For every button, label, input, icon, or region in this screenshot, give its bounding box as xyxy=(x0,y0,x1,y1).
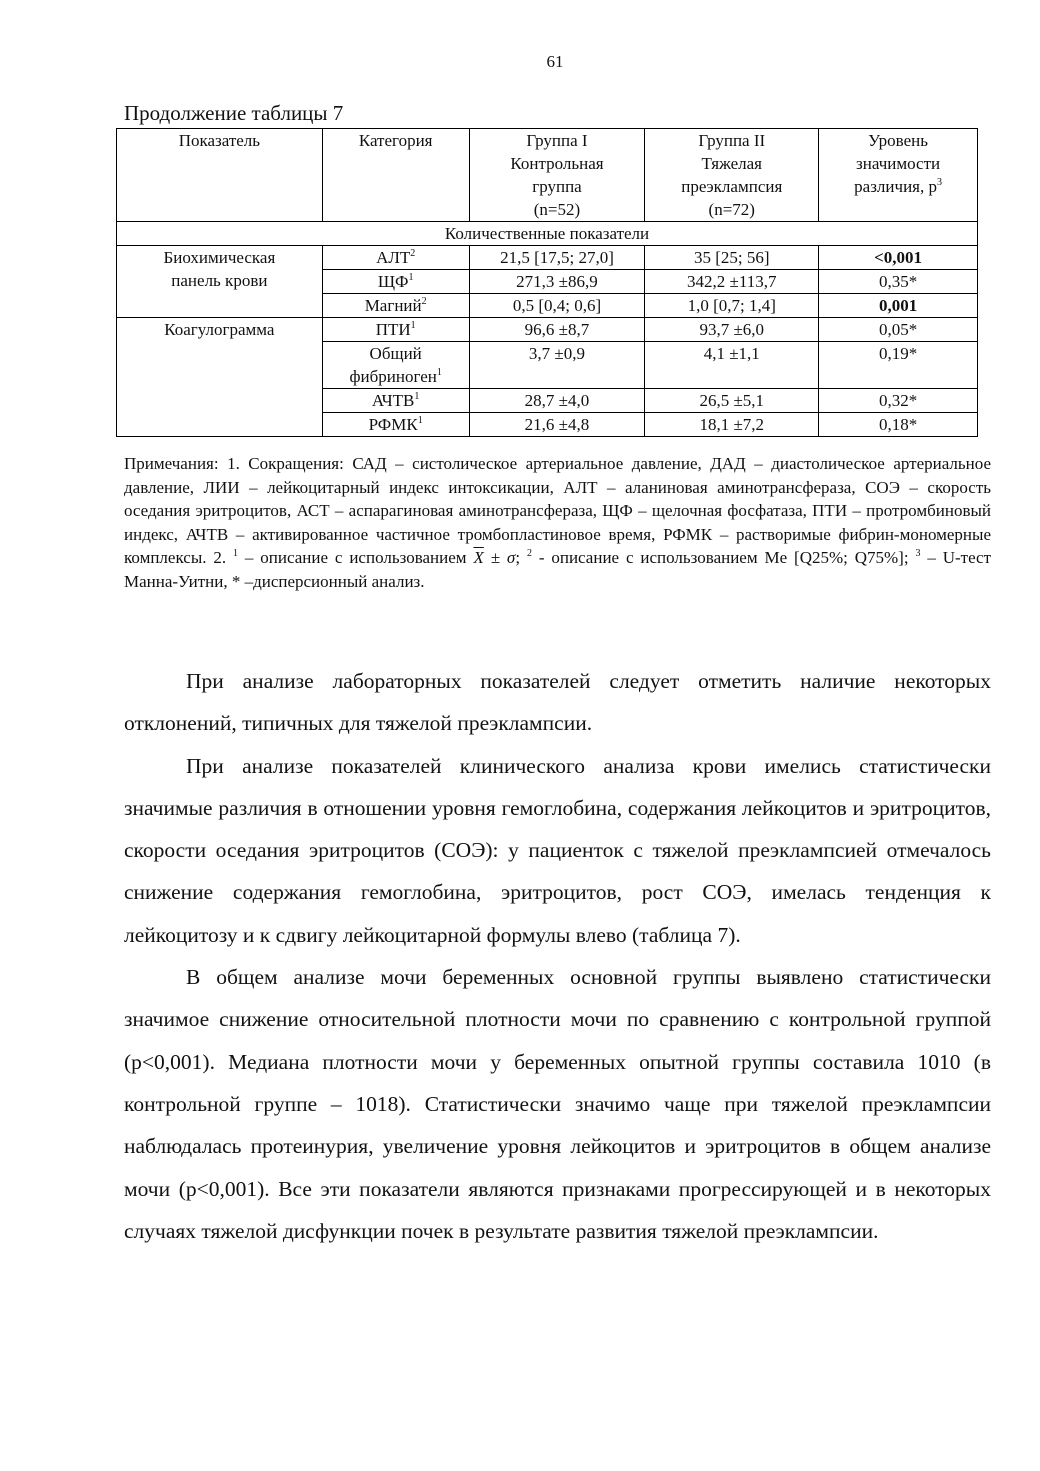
cell-group1: 0,5 [0,4; 0,6] xyxy=(469,294,645,318)
data-table xyxy=(116,128,978,437)
cell-p-value: 0,35* xyxy=(819,270,978,294)
page-number: 61 xyxy=(546,52,564,71)
table-row xyxy=(117,246,978,270)
formula-mean-sd: $\overline{X} \pm \sigma$ xyxy=(473,548,516,568)
paragraph: При анализе лабораторных показателей следует отметить наличие некоторых отклонений, типичных для тяжелой преэклампсии. xyxy=(124,669,991,736)
cell-group2: 26,5 ±5,1 xyxy=(645,389,819,413)
cell-group2: 342,2 ±113,7 xyxy=(645,270,819,294)
cell-category: АЧТВ$^1$ xyxy=(322,389,469,413)
cell-category: Общий фибриноген$^1$ xyxy=(322,342,469,389)
header-row xyxy=(117,129,978,222)
cell-group2: 1,0 [0,7; 1,4] xyxy=(645,294,819,318)
header-category: Категория xyxy=(322,129,469,222)
header-group2: Группа II Тяжелая преэклампсия (n=72) xyxy=(645,129,819,222)
cell-group2: 35 [25; 56] xyxy=(645,246,819,270)
cell-p-value: 0,001 xyxy=(819,294,978,318)
header-group1: Группа I Контрольная группа (n=52) xyxy=(469,129,645,222)
cell-group1: 21,5 [17,5; 27,0] xyxy=(469,246,645,270)
paragraph: При анализе показателей клинического анализа крови имелись статистически значимые различия в отношении уровня гемоглобина, содержания лейкоцитов и эритроцитов, скорости оседания эритроцитов (СОЭ): у пациенток с тяжелой преэклампсией отмечалось снижение содержания гемоглобина, эритроцитов, рост СОЭ, имелась тенденция к лейкоцитозу и к сдвигу лейкоцитарной формулы влево (таблица 7). xyxy=(124,753,991,947)
cell-p-value: 0,19* xyxy=(819,342,978,389)
cell-category: ПТИ$^1$ xyxy=(322,318,469,342)
table-caption: Продолжение таблицы 7 xyxy=(124,101,344,125)
cell-group1: 28,7 ±4,0 xyxy=(469,389,645,413)
cell-group1: 3,7 ±0,9 xyxy=(469,342,645,389)
cell-category: РФМК$^1$ xyxy=(322,413,469,437)
header-significance: Уровень значимости различия, $p^3$ xyxy=(819,129,978,222)
cell-group2: 4,1 ±1,1 xyxy=(645,342,819,389)
cell-category: $ЩФ^1$ xyxy=(322,270,469,294)
cell-category: АЛТ$^2$ xyxy=(322,246,469,270)
cell-group2: 93,7 ±6,0 xyxy=(645,318,819,342)
table-notes: Примечания: 1. Сокращения: САД – систолическое артериальное давление, ДАД – диастолическое артериальное давление, ЛИИ – лейкоцитарный индекс интоксикации, АЛТ – аланиновая аминотрансфераза, СОЭ – скорость оседания эритроцитов, АСТ – аспарагиновая аминотрансфераза, ЩФ – щелочная фосфатаза, ПТИ – протромбиновый индекс, АЧТВ – активированное частичное тромбопластиновое время, РФМК – растворимые фибрин-мономерные комплексы. 2. $^1$ – описание с использованием $\overline{X} \pm \sigma$; $^2$ - описание с использованием Me [Q25%; Q75%]; $^3$ – U-тест Манна-Уитни, * –дисперсионный анализ. xyxy=(124,454,992,591)
cell-group2: 18,1 ±7,2 xyxy=(645,413,819,437)
cell-p-value: <0,001 xyxy=(819,246,978,270)
table-row xyxy=(117,318,978,342)
cell-p-value: 0,32* xyxy=(819,389,978,413)
cell-p-value: 0,05* xyxy=(819,318,978,342)
body-text xyxy=(124,660,991,1252)
cell-group1: 96,6 ±8,7 xyxy=(469,318,645,342)
cell-group1: 271,3 ±86,9 xyxy=(469,270,645,294)
cell-category: Магний$^2$ xyxy=(322,294,469,318)
row-group-label-biochem: Биохимическая панель крови xyxy=(117,246,323,318)
cell-group1: 21,6 ±4,8 xyxy=(469,413,645,437)
section-title: Количественные показатели xyxy=(117,222,978,246)
header-indicator: Показатель xyxy=(117,129,323,222)
cell-p-value: 0,18* xyxy=(819,413,978,437)
paragraph: В общем анализе мочи беременных основной группы выявлено статистически значимое снижение относительной плотности мочи по сравнению с контрольной группой (p<0,001). Медиана плотности мочи у беременных опытной группы составила 1010 (в контрольной группе – 1018). Статистически значимо чаще при тяжелой преэклампсии наблюдалась протеинурия, увеличение уровня лейкоцитов и эритроцитов в общем анализе мочи (p<0,001). Все эти показатели являются признаками прогрессирующей и в некоторых случаях тяжелой дисфункции почек в результате развития тяжелой преэклампсии. xyxy=(124,965,991,1243)
row-group-label-coag: Коагулограмма xyxy=(117,318,323,437)
section-row xyxy=(117,222,978,246)
